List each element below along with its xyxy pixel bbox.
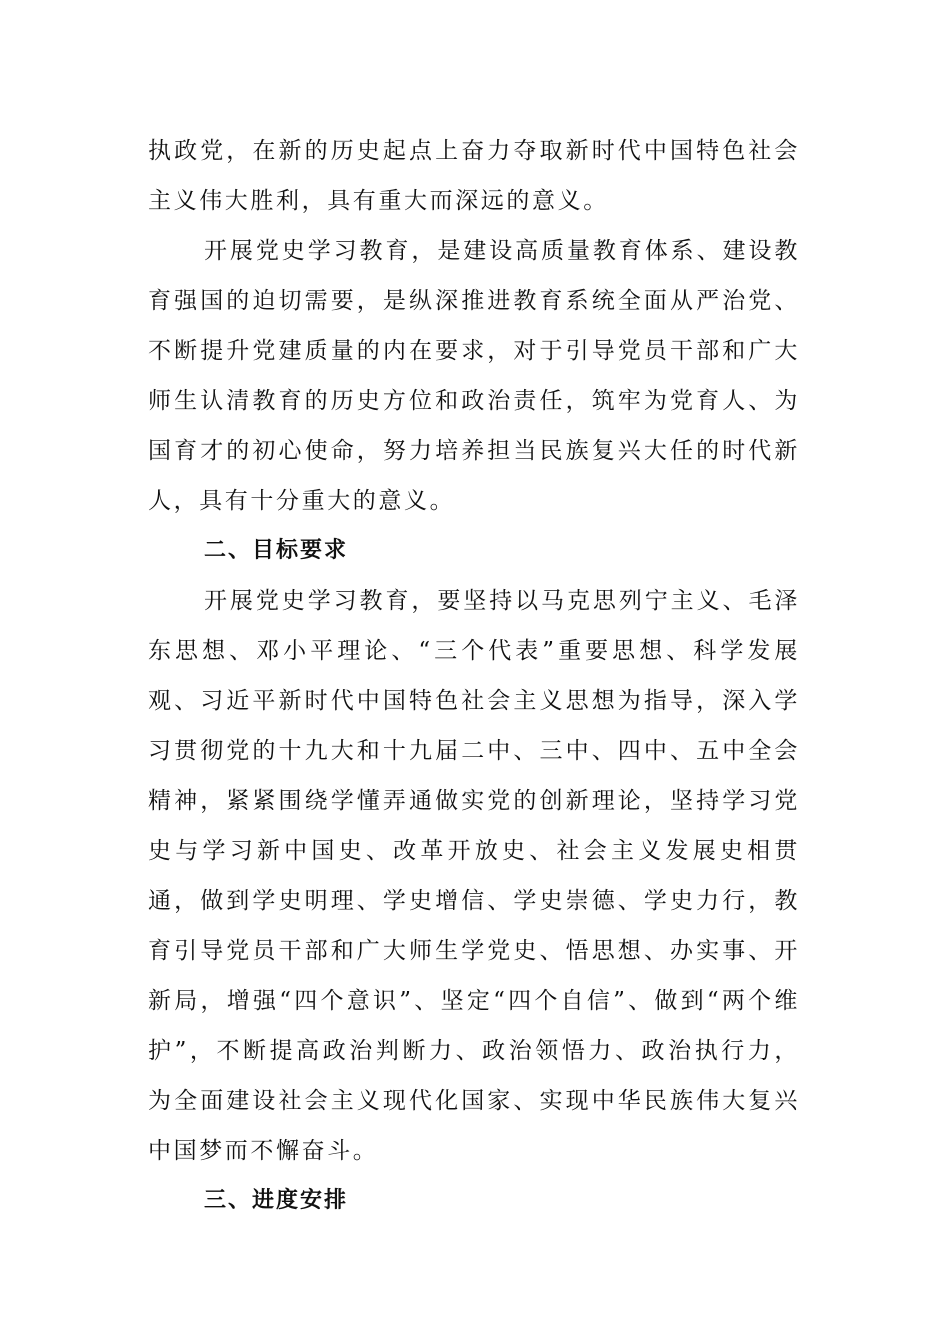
section-heading-schedule: 三、进度安排	[204, 1188, 349, 1213]
paragraph-significance: 开展党史学习教育，是建设高质量教育体系、建设教育强国的迫切需要，是纵深推进教育系统全面从严治党、不断提升党建质量的内在要求，对于引导党员干部和广大师生认清教育的历史方位和政治责任，筑牢为党育人、为国育才的初心使命，努力培养担当民族复兴大任的时代新人，具有十分重大的意义。	[148, 238, 800, 514]
document-body	[148, 126, 800, 1226]
section-heading-goals: 二、目标要求	[204, 538, 349, 563]
paragraph-goals: 开展党史学习教育，要坚持以马克思列宁主义、毛泽东思想、邓小平理论、“三个代表”重要思想、科学发展观、习近平新时代中国特色社会主义思想为指导，深入学习贯彻党的十九大和十九届二中、三中、四中、五中全会精神，紧紧围绕学懂弄通做实党的创新理论，坚持学习党史与学习新中国史、改革开放史、社会主义发展史相贯通，做到学史明理、学史增信、学史崇德、学史力行，教育引导党员干部和广大师生学党史、悟思想、办实事、开新局，增强“四个意识”、坚定“四个自信”、做到“两个维护”，不断提高政治判断力、政治领悟力、政治执行力，为全面建设社会主义现代化国家、实现中华民族伟大复兴中国梦而不懈奋斗。	[148, 588, 800, 1164]
paragraph-continuation: 执政党，在新的历史起点上奋力夺取新时代中国特色社会主义伟大胜利，具有重大而深远的意义。	[148, 138, 800, 214]
